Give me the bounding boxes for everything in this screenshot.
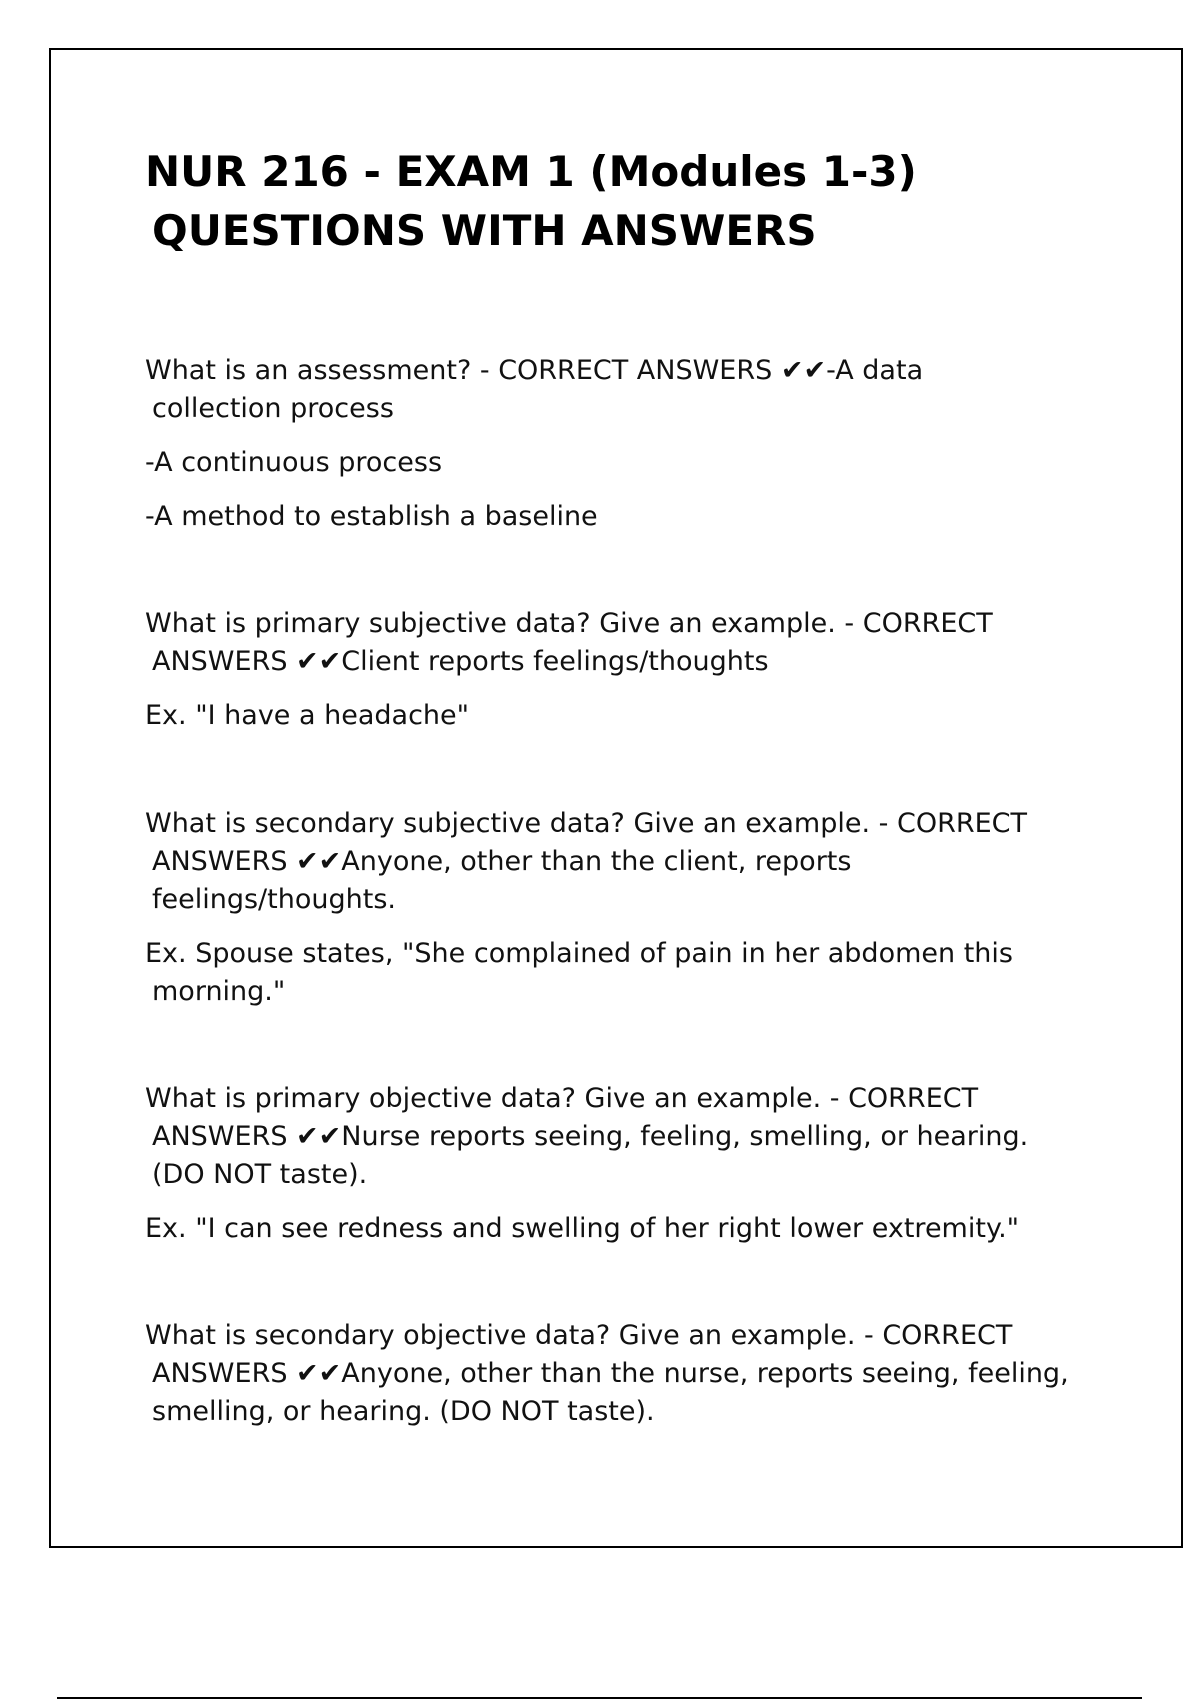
qa-item-secondary-subjective [145, 805, 1085, 1011]
question-answer: What is secondary subjective data? Give an example. - CORRECT ANSWERS ✔✔Anyone, other than the client, reports feelings/thoughts. [145, 808, 1028, 915]
example-line: Ex. "I have a headache" [145, 700, 470, 731]
question-answer: What is an assessment? - CORRECT ANSWERS ✔✔-A data collection process [145, 355, 924, 424]
question-answer: What is primary objective data? Give an example. - CORRECT ANSWERS ✔✔Nurse reports seeing, feeling, smelling, or hearing. (DO NOT taste). [145, 1083, 1029, 1190]
answer-line: -A continuous process [145, 447, 443, 478]
title-line-2: QUESTIONS WITH ANSWERS [152, 206, 817, 255]
document-title [145, 142, 1045, 260]
footer-rule [57, 1697, 1142, 1699]
question-answer: What is primary subjective data? Give an example. - CORRECT ANSWERS ✔✔Client reports feelings/thoughts [145, 608, 993, 677]
qa-item-assessment [145, 352, 985, 536]
qa-item-secondary-objective [145, 1317, 1085, 1431]
title-line-1: NUR 216 - EXAM 1 (Modules 1-3) [145, 147, 917, 196]
qa-item-primary-subjective [145, 605, 1085, 735]
answer-line: -A method to establish a baseline [145, 501, 598, 532]
qa-item-primary-objective [145, 1080, 1085, 1248]
example-line: Ex. "I can see redness and swelling of her right lower extremity." [145, 1213, 1020, 1244]
example-line: Ex. Spouse states, "She complained of pain in her abdomen this morning." [145, 938, 1013, 1007]
question-answer: What is secondary objective data? Give an example. - CORRECT ANSWERS ✔✔Anyone, other than the nurse, reports seeing, feeling, smelling, or hearing. (DO NOT taste). [145, 1320, 1069, 1427]
